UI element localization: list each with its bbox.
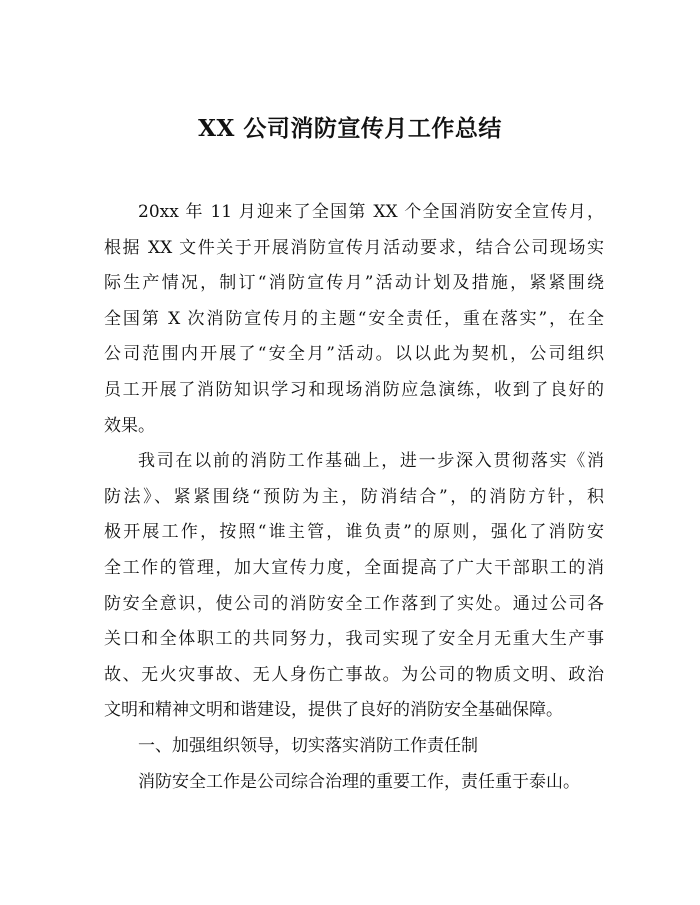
text-line: 极开展工作，按照“谁主管，谁负责”的原则，强化了消防安 [104, 522, 604, 543]
text-line: 全国第 X 次消防宣传月的主题“安全责任，重在落实”，在全 [104, 308, 604, 329]
paragraph-summary [104, 444, 604, 729]
text-line: 我司在以前的消防工作基础上，进一步深入贯彻落实《消 [138, 451, 604, 472]
text-line: 消防安全工作是公司综合治理的重要工作，责任重于泰山。 [138, 771, 580, 792]
text-line: 际生产情况，制订“消防宣传月”活动计划及措施，紧紧围绕 [104, 273, 604, 294]
section-heading-1 [104, 729, 604, 765]
text-line: 防法》、紧紧围绕“预防为主，防消结合”，的消防方针，积 [104, 486, 604, 507]
text-line: 防安全意识，使公司的消防安全工作落到了实处。通过公司各 [104, 593, 604, 614]
text-line: 全工作的管理，加大宣传力度，全面提高了广大干部职工的消 [104, 557, 604, 578]
text-line: 效果。 [104, 415, 155, 436]
section-heading-text: 一、加强组织领导，切实落实消防工作责任制 [138, 735, 478, 756]
text-line: 根据 XX 文件关于开展消防宣传月活动要求，结合公司现场实 [104, 237, 604, 258]
document-title: XX 公司消防宣传月工作总结 [198, 115, 502, 142]
paragraph-section-1 [104, 765, 604, 801]
document-body [104, 195, 604, 800]
text-line: 故、无火灾事故、无人身伤亡事故。为公司的物质文明、政治 [104, 664, 604, 685]
text-line: 20xx 年 11 月迎来了全国第 XX 个全国消防安全宣传月， [138, 202, 604, 222]
text-line: 文明和精神文明和谐建设，提供了良好的消防安全基础保障。 [104, 700, 563, 721]
text-line: 关口和全体职工的共同努力，我司实现了安全月无重大生产事 [104, 629, 604, 650]
text-line: 员工开展了消防知识学习和现场消防应急演练，收到了良好的 [104, 379, 604, 400]
paragraph-intro [104, 195, 604, 444]
text-line: 公司范围内开展了“安全月”活动。以以此为契机，公司组织 [104, 344, 604, 365]
